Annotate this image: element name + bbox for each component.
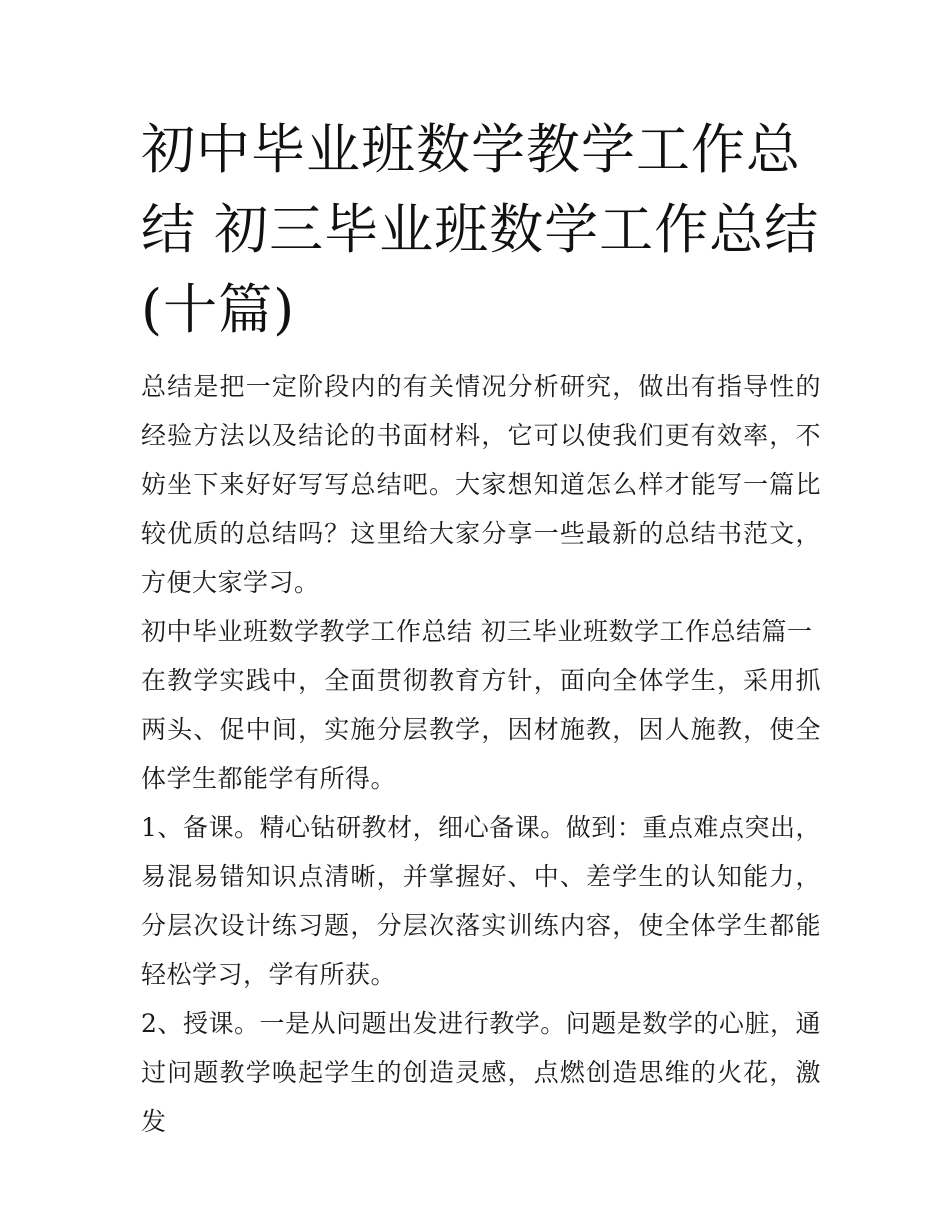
body-paragraph: 在教学实践中，全面贯彻教育方针，面向全体学生，采用抓两头、促中间，实施分层教学，因材施教，因人施教，使全体学生都能学有所得。	[141, 666, 821, 793]
intro-paragraph: 总结是把一定阶段内的有关情况分析研究，做出有指导性的经验方法以及结论的书面材料，它可以使我们更有效率，不妨坐下来好好写写总结吧。大家想知道怎么样才能写一篇比较优质的总结吗？这里给大家分享一些最新的总结书范文，方便大家学习。	[141, 372, 821, 597]
body-paragraph: 2、授课。一是从问题出发进行教学。问题是数学的心脏，通过问题教学唤起学生的创造灵感，点燃创造思维的火花，激发	[141, 1009, 821, 1136]
body-paragraph: 1、备课。精心钻研教材，细心备课。做到：重点难点突出，易混易错知识点清晰，并掌握好、中、差学生的认知能力，分层次设计练习题，分层次落实训练内容，使全体学生都能轻松学习，学有所获。	[141, 813, 821, 989]
document-title: 初中毕业班数学教学工作总结 初三毕业班数学工作总结(十篇)	[141, 118, 820, 341]
document-content	[141, 110, 821, 1146]
section-heading: 初中毕业班数学教学工作总结 初三毕业班数学工作总结篇一	[141, 617, 813, 646]
